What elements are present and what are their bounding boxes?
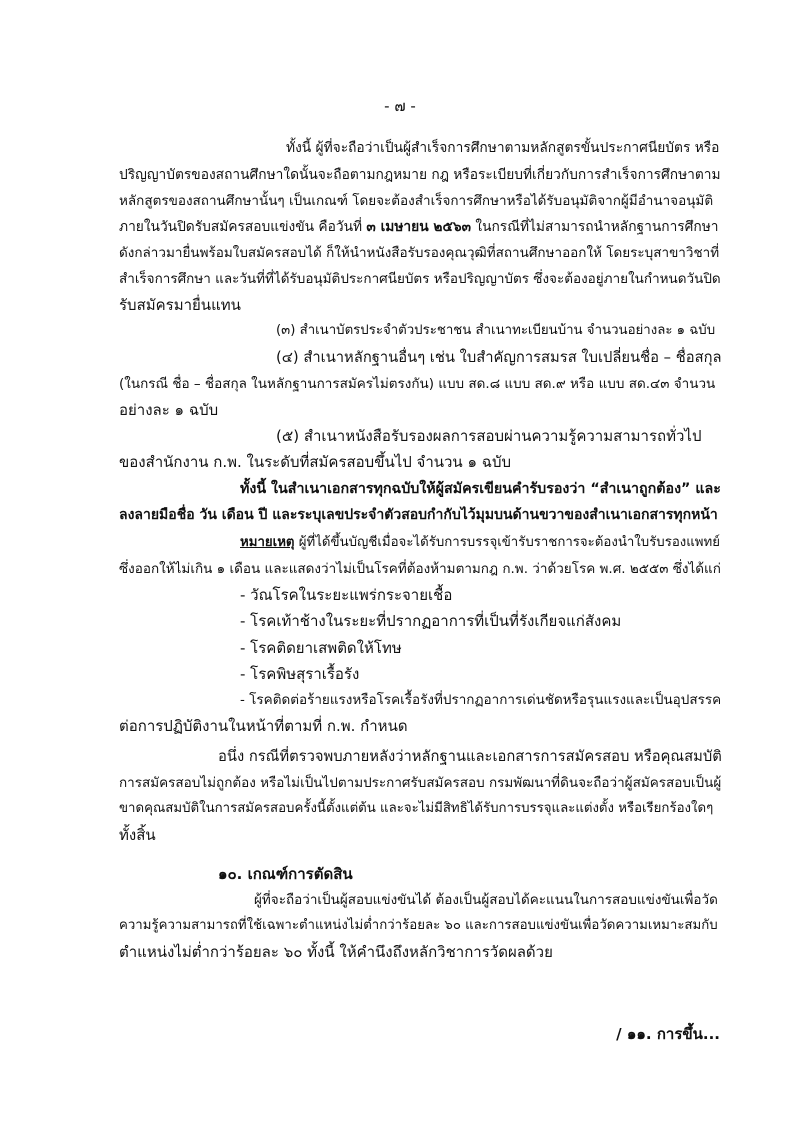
para1-line: ปริญญาบัตรของสถานศึกษาใดนั้นจะถือตามกฎหมาย กฎ หรือระเบียบที่เกี่ยวกับการสำเร็จการศึกษาตาม: [119, 167, 721, 183]
para-another-line: ทั้งสิ้น: [119, 826, 156, 844]
disease-item: - โรคพิษสุราเรื้อรัง: [240, 665, 360, 683]
para1-date-suffix: ในกรณีที่ไม่สามารถนำหลักฐานการศึกษา: [471, 219, 719, 235]
section-10-line: ความรู้ความสามารถที่ใช้เฉพาะตำแหน่งไม่ต่ำกว่าร้อยละ ๖๐ และการสอบแข่งขันเพื่อวัดความเหมาะสมกับ: [119, 918, 718, 933]
disease-item: - โรคติดต่อร้ายแรงหรือโรคเรื้อรังที่ปรากฏอาการเด่นชัดหรือรุนแรงและเป็นอุปสรรค: [240, 692, 722, 708]
para-another-line: อนึ่ง กรณีที่ตรวจพบภายหลังว่าหลักฐานและเอกสารการสมัครสอบ หรือคุณสมบัติ: [218, 748, 722, 765]
disease-item: - วัณโรคในระยะแพร่กระจายเชื้อ: [240, 586, 453, 604]
closing-date: ๓ เมษายน ๒๕๖๓: [366, 219, 471, 235]
section-10-line: ผู้ที่จะถือว่าเป็นผู้สอบแข่งขันได้ ต้องเป็นผู้สอบได้คะแนนในการสอบแข่งขันเพื่อวัด: [254, 892, 718, 908]
remark-label: หมายเหตุ: [240, 535, 295, 550]
item-4-line: (ในกรณี ชื่อ – ชื่อสกุล ในหลักฐานการสมัครไม่ตรงกัน) แบบ สด.๘ แบบ สด.๙ หรือ แบบ สด.๔๓ จำนวน: [119, 376, 716, 392]
remark-text: ผู้ที่ได้ขึ้นบัญชีเมื่อจะได้รับการบรรจุเข้ารับราชการจะต้องนำใบรับรองแพทย์: [294, 535, 721, 550]
next-page-indicator: / ๑๑. การขึ้น...: [616, 1025, 720, 1043]
para1-line: หลักสูตรของสถานศึกษานั้นๆ เป็นเกณฑ์ โดยจะต้องสำเร็จการศึกษาหรือได้รับอนุมัติจากผู้มีอำนาจอนุมัติ: [119, 193, 714, 209]
item-4-line: (๔) สำเนาหลักฐานอื่นๆ เช่น ใบสำคัญการสมรส ใบเปลี่ยนชื่อ – ชื่อสกุล: [276, 349, 722, 366]
remark-line: ซึ่งออกให้ไม่เกิน ๑ เดือน และแสดงว่าไม่เป็นโรคที่ต้องห้ามตามกฎ ก.พ. ว่าด้วยโรค พ.ศ. ๒๕๕๓ ซึ่งได้แก่: [119, 561, 721, 577]
bold-note-line: ทั้งนี้ ในสำเนาเอกสารทุกฉบับให้ผู้สมัครเขียนคำรับรองว่า “สำเนาถูกต้อง” และ: [240, 481, 721, 497]
para-another-line: การสมัครสอบไม่ถูกต้อง หรือไม่เป็นไปตามประกาศรับสมัครสอบ กรมพัฒนาที่ดินจะถือว่าผู้สมัครสอบเป็นผู้: [119, 775, 722, 791]
page-number: - ๗ -: [384, 97, 416, 115]
para1-date-prefix: ภายในวันปิดรับสมัครสอบแข่งขัน คือวันที่: [119, 219, 367, 235]
disease-item: - โรคติดยาเสพติดให้โทษ: [240, 639, 402, 657]
para1-line: ทั้งนี้ ผู้ที่จะถือว่าเป็นผู้สำเร็จการศึกษาตามหลักสูตรขั้นประกาศนียบัตร หรือ: [286, 140, 720, 156]
bold-note-line: ลงลายมือชื่อ วัน เดือน ปี และระบุเลขประจำตัวสอบกำกับไว้มุมบนด้านขวาของสำเนาเอกสารทุกหน้า: [119, 507, 718, 523]
para1-line: สำเร็จการศึกษา และวันที่ที่ได้รับอนุมัติประกาศนียบัตร หรือปริญญาบัตร ซึ่งจะต้องอยู่ภายในกำหนดวันปิด: [119, 271, 721, 287]
item-5-line: ของสำนักงาน ก.พ. ในระดับที่สมัครสอบขึ้นไป จำนวน ๑ ฉบับ: [119, 453, 512, 471]
item-4-line: อย่างละ ๑ ฉบับ: [119, 401, 219, 419]
para1-line: รับสมัครมายื่นแทน: [119, 296, 241, 314]
section-10-heading: ๑๐. เกณฑ์การตัดสิน: [218, 865, 353, 883]
remark-tail: ต่อการปฏิบัติงานในหน้าที่ตามที่ ก.พ. กำหนด: [119, 717, 408, 735]
para1-line: ดังกล่าวมายื่นพร้อมใบสมัครสอบได้ ก็ให้นำหนังสือรับรองคุณวุฒิที่สถานศึกษาออกให้ โดยระบุสาขาวิชาที่: [119, 245, 720, 261]
disease-item: - โรคเท้าช้างในระยะที่ปรากฏอาการที่เป็นที่รังเกียจแก่สังคม: [240, 612, 622, 630]
remark-line: [240, 533, 720, 553]
item-5-line: (๕) สำเนาหนังสือรับรองผลการสอบผ่านความรู้ความสามารถทั่วไป: [276, 427, 702, 445]
para-another-line: ขาดคุณสมบัติในการสมัครสอบครั้งนี้ตั้งแต่ต้น และจะไม่มีสิทธิได้รับการบรรจุและแต่งตั้ง หรือเรียกร้องใดๆ: [119, 801, 714, 816]
section-10-line: ตำแหน่งไม่ต่ำกว่าร้อยละ ๖๐ ทั้งนี้ ให้คำนึงถึงหลักวิชาการวัดผลด้วย: [119, 943, 553, 961]
para1-line-date: [119, 217, 719, 237]
item-3: (๓) สำเนาบัตรประจำตัวประชาชน สำเนาทะเบียนบ้าน จำนวนอย่างละ ๑ ฉบับ: [276, 323, 716, 338]
